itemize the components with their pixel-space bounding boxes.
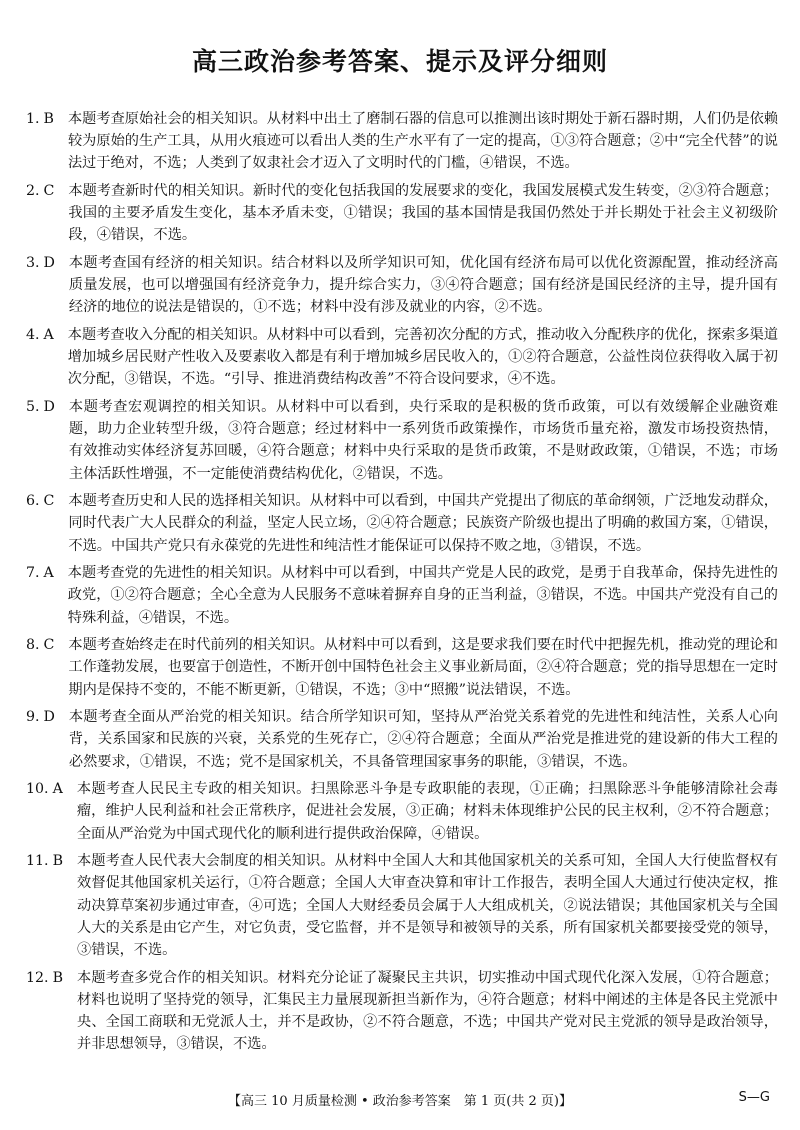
answer-letter: A [43,327,54,343]
explanation-text: 本题考查新时代的相关知识。新时代的变化包括我国的发展要求的变化，我国发展模式发生转变，②③符合题意；我国的主要矛盾发生变化，基本矛盾未变，①错误；我国的基本国情是我国仍然处于并长期处于社会主义初级阶段，④错误，不选。 [68,183,778,244]
answer-list [26,108,778,1061]
answer-item [26,634,778,701]
question-number: 2. [26,183,40,199]
explanation-text: 本题考查人民代表大会制度的相关知识。从材料中全国人大和其他国家机关的关系可知，全国人大行使监督权有效督促其他国家机关运行，①符合题意；全国人大审查决算和审计工作报告，表明全国人大通过行使决定权，推动决算草案初步通过审查，④可选；全国人大财经委员会属于人大组成机关，②说法错误；其他国家机关与全国人大的关系是由它产生，对它负责，受它监督，并不是领导和被领导的关系，所有国家机关都要接受党的领导，③错误，不选。 [77,853,778,959]
explanation-text: 本题考查始终走在时代前列的相关知识。从材料中可以看到，这是要求我们要在时代中把握先机，推动党的理论和工作蓬勃发展，也要富于创造性，不断开创中国特色社会主义事业新局面，②④符合题意；党的指导思想在一定时期内是保持不变的，不能不断更新，①错误，不选；③中“照搬”说法错误，不选。 [68,637,778,698]
explanation-text: 本题考查原始社会的相关知识。从材料中出土了磨制石器的信息可以推测出该时期处于新石器时期，人们仍是依赖较为原始的生产工具，从用火痕迹可以看出人类的生产水平有了一定的提高，①③符合题意；②中“完全代替”的说法过于绝对，不选；人类到了奴隶社会才迈入了文明时代的门槛，④错误，不选。 [67,111,778,172]
page-footer: 【高三 10 月质量检测 • 政治参考答案 第 1 页(共 2 页)】 [228,1094,572,1109]
answer-letter: C [43,637,55,654]
question-number: 1. [26,111,40,127]
answer-letter: C [43,493,55,510]
question-number: 10. [26,781,49,798]
answer-item [26,252,778,319]
answer-item [26,180,778,247]
answer-item [26,850,778,961]
explanation-text: 本题考查历史和人民的选择相关知识。从材料中可以看到，中国共产党提出了彻底的革命纲领，广泛地发动群众，同时代表广大人民群众的利益，坚定人民立场，②④符合题意；民族资产阶级也提出了明确的救国方案，①错误，不选。中国共产党只有永葆党的先进性和纯洁性才能保证可以保持不败之地，③错误，不选。 [68,493,778,554]
question-number: 4. [26,327,40,343]
answer-letter: D [43,255,55,271]
answer-letter: B [52,969,64,986]
answer-letter: A [43,565,54,582]
answer-item [26,778,778,845]
question-number: 12. [26,969,49,986]
answer-item [26,562,778,629]
answer-item [26,706,778,773]
explanation-text: 本题考查党的先进性的相关知识。从材料中可以看到，中国共产党是人民的政党，是勇于自我革命，保持先进性的政党，①②符合题意；全心全意为人民服务不意味着摒弃自身的正当利益，③错误，不选。中国共产党没有自己的特殊利益，④错误，不选。 [67,565,778,626]
question-number: 5. [26,399,40,415]
explanation-text: 本题考查全面从严治党的相关知识。结合所学知识可知，坚持从严治党关系着党的先进性和纯洁性，关系人心向背，关系国家和民族的兴衰，关系党的生死存亡，②④符合题意；全面从严治党是推进党的建设新的伟大工程的必然要求，①错误，不选；党不是国家机关，不具备管理国家事务的职能，③错误，不选。 [68,709,778,770]
page-title: 高三政治参考答案、提示及评分细则 [191,47,608,76]
answer-item [26,108,778,175]
answer-letter: C [43,183,55,199]
question-number: 9. [26,709,40,726]
answer-letter: B [43,111,54,127]
question-number: 6. [26,493,40,510]
answer-letter: D [43,709,55,726]
answer-item [26,324,778,391]
question-number: 8. [26,637,40,654]
answer-letter: D [43,399,55,415]
explanation-text: 本题考查收入分配的相关知识。从材料中可以看到，完善初次分配的方式，推动收入分配秩序的优化，探索多渠道增加城乡居民财产性收入及要素收入都是有利于增加城乡居民收入的，①②符合题意，公益性岗位获得收入属于初次分配，③错误，不选。“引导、推进消费结构改善”不符合设问要求，④不选。 [67,327,778,388]
explanation-text: 本题考查多党合作的相关知识。材料充分论证了凝聚民主共识，切实推动中国式现代化深入发展，①符合题意；材料也说明了坚持党的领导，汇集民主力量展现新担当新作为，④符合题意；材料中阐述的主体是各民主党派中央、全国工商联和无党派人士，并不是政协，②不符合题意，不选；中国共产党对民主党派的领导是政治领导，并非思想领导，③错误，不选。 [77,969,778,1053]
explanation-text: 本题考查国有经济的相关知识。结合材料以及所学知识可知，优化国有经济布局可以优化资源配置，推动经济高质量发展，也可以增强国有经济竞争力，提升综合实力，③④符合题意；国有经济是国民经济的主导，提升国有经济的地位的说法是错误的，①不选；材料中没有涉及就业的内容，②不选。 [68,255,778,316]
page-code: S—G [738,1090,770,1105]
explanation-text: 本题考查人民民主专政的相关知识。扫黑除恶斗争是专政职能的表现，①正确；扫黑除恶斗争能够清除社会毒瘤，维护人民利益和社会正常秩序，促进社会发展，③正确；材料未体现维护公民的民主权利，②不符合题意；全面从严治党为中国式现代化的顺利进行提供政治保障，④错误。 [76,781,778,842]
answer-letter: A [52,781,63,798]
answer-item [26,967,778,1056]
answer-item [26,490,778,557]
answer-letter: B [52,853,64,870]
question-number: 11. [26,853,49,870]
explanation-text: 本题考查宏观调控的相关知识。从材料中可以看到，央行采取的是积极的货币政策，可以有效缓解企业融资难题，助力企业转型升级，③符合题意；经过材料中一系列货币政策操作，市场货币量充裕，激发市场投资热情，有效推动实体经济复苏回暖，④符合题意；材料中央行采取的是货币政策，不是财政政策，①错误，不选；市场主体活跃性增强，不一定能使消费结构优化，②错误，不选。 [68,399,778,482]
question-number: 3. [26,255,40,271]
question-number: 7. [26,565,40,582]
answer-item [26,396,778,485]
